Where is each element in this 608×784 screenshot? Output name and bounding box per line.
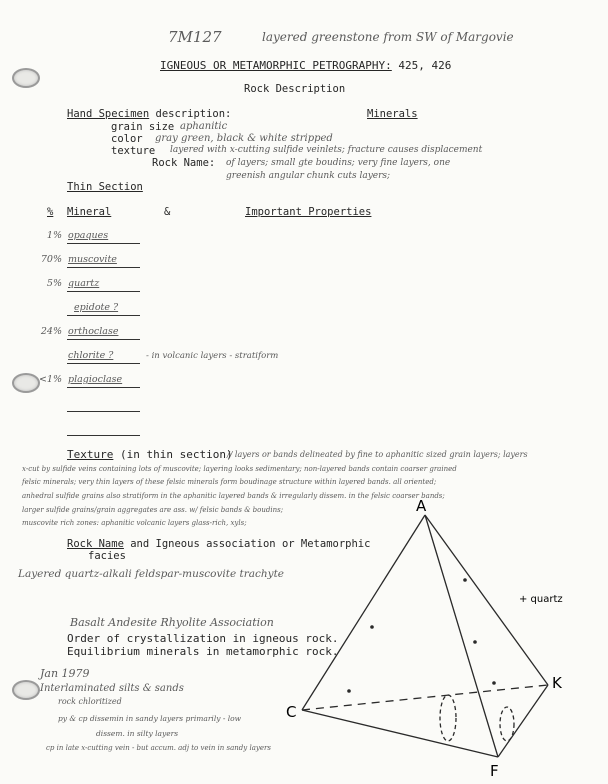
- edge-a-f: [425, 515, 498, 757]
- margin-note-line-0: Interlaminated silts & sands: [40, 683, 184, 694]
- mineral-name: chlorite ?: [68, 350, 114, 361]
- point-marker: [370, 625, 374, 629]
- minerals-heading: Minerals: [367, 108, 418, 120]
- rock-name-heading: [67, 538, 370, 550]
- hand-specimen-heading: [67, 108, 231, 120]
- page-title-text: IGNEOUS OR METAMORPHIC PETROGRAPHY:: [160, 59, 392, 72]
- blank-mineral-line: [67, 411, 140, 412]
- texture-line-5: muscovite rich zones: aphanitic volcanic layers glass-rich, xyls;: [22, 519, 247, 527]
- hand-specimen-label-rest: description:: [155, 108, 232, 120]
- texture-heading-label: Texture: [67, 448, 114, 461]
- rock-name-value-1: of layers; small gte boudins; very fine layers, one: [226, 158, 451, 168]
- vertex-f-label: F: [490, 762, 499, 780]
- thin-section-heading: Thin Section: [67, 181, 143, 193]
- pct-column-header: %: [47, 206, 54, 218]
- mineral-underline: [67, 339, 140, 340]
- edge-a-k: [425, 515, 548, 685]
- mineral-underline: [67, 387, 140, 388]
- quartz-label: + quartz: [519, 594, 563, 605]
- mineral-name: epidote ?: [74, 302, 119, 313]
- mineral-name: orthoclase: [68, 326, 119, 337]
- point-marker: [492, 681, 496, 685]
- texture-label: texture: [111, 145, 156, 157]
- edge-c-f: [302, 710, 498, 757]
- mineral-pct: <1%: [38, 374, 62, 385]
- phase-field-ellipse-right: [500, 707, 514, 741]
- mineral-underline: [67, 243, 140, 244]
- hand-specimen-label: Hand Specimen: [67, 108, 150, 120]
- texture-heading-rest: (in thin section): [119, 448, 233, 461]
- color-value: gray green, black & white stripped: [155, 133, 333, 144]
- margin-note-line-2: py & cp dissemin in sandy layers primarily - low: [58, 714, 242, 723]
- point-marker: [347, 689, 351, 693]
- properties-column-header: Important Properties: [245, 206, 372, 218]
- mineral-underline: [67, 363, 140, 364]
- mineral-underline: [67, 315, 140, 316]
- color-label: color: [111, 133, 143, 145]
- rock-name-heading-rest: and Igneous association or Metamorphic: [130, 538, 371, 550]
- rock-name-heading-label: Rock Name: [67, 538, 124, 550]
- phase-field-ellipse-left: [440, 695, 456, 741]
- mineral-column-header: Mineral: [67, 206, 112, 218]
- texture-value: layered with x-cutting sulfide veinlets; fracture causes displacement: [170, 145, 483, 155]
- grain-size-value: aphanitic: [180, 121, 228, 132]
- mineral-name: quartz: [68, 278, 100, 289]
- blank-mineral-line: [67, 435, 140, 436]
- edge-f-k: [498, 685, 548, 757]
- rock-name-value-2: greenish angular chunk cuts layers;: [226, 171, 391, 181]
- mineral-underline: [67, 267, 140, 268]
- vertex-c-label: C: [286, 703, 297, 721]
- facies-label: facies: [88, 550, 126, 562]
- texture-line-0: // layers or bands delineated by fine to aphanitic sized grain layers; layers: [227, 450, 528, 459]
- mineral-pct: 5%: [46, 278, 62, 289]
- course-numbers: 425, 426: [398, 59, 452, 72]
- texture-line-2: felsic minerals; very thin layers of these felsic minerals form boudinage structure within layered bands. all oriented;: [22, 478, 437, 486]
- texture-line-4: larger sulfide grains/grain aggregates are ass. w/ felsic bands & boudins;: [22, 506, 284, 514]
- point-marker: [463, 578, 467, 582]
- mineral-pct: 70%: [40, 254, 62, 265]
- ampersand-column-header: &: [164, 206, 171, 218]
- rock-name-label: Rock Name:: [152, 157, 216, 169]
- rock-name-value: Layered quartz-alkali feldspar-muscovite trachyte: [18, 568, 285, 580]
- texture-heading: [67, 448, 233, 461]
- grain-size-label: grain size: [111, 121, 175, 133]
- page-title: [160, 59, 451, 72]
- vertex-k-label: K: [552, 674, 562, 692]
- mineral-name: plagioclase: [68, 374, 123, 385]
- point-marker: [473, 640, 477, 644]
- hole-punch-bottom: [12, 680, 40, 700]
- texture-line-3: anhedral sulfide grains also stratiform in the aphanitic layered bands & irregularly dissem. in the felsic coarser bands;: [22, 492, 445, 500]
- equilibrium-minerals-line: Equilibrium minerals in metamorphic rock.: [67, 645, 339, 658]
- rock-description-heading: Rock Description: [244, 83, 346, 95]
- association-handwritten: Basalt Andesite Rhyolite Association: [70, 616, 274, 629]
- margin-date: Jan 1979: [40, 667, 90, 680]
- vertex-a-label: A: [416, 497, 427, 515]
- order-crystallization-line: Order of crystallization in igneous rock.: [67, 632, 339, 645]
- hole-punch-top: [12, 68, 40, 88]
- edge-c-k-hidden: [302, 685, 548, 710]
- margin-note-line-1: rock chloritized: [58, 697, 122, 706]
- mineral-pct: 24%: [40, 326, 62, 337]
- sample-note: layered greenstone from SW of Margovie: [262, 30, 514, 44]
- mineral-underline: [67, 291, 140, 292]
- mineral-name: opaques: [68, 230, 109, 241]
- margin-note-line-4: cp in late x-cutting vein - but accum. adj to vein in sandy layers: [46, 744, 271, 752]
- mineral-pct: 1%: [46, 230, 62, 241]
- texture-line-1: x-cut by sulfide veins containing lots of muscovite; layering looks sedimentary; non-layered bands contain coarser grained: [22, 465, 457, 473]
- margin-note-line-3: dissem. in silty layers: [96, 729, 179, 738]
- sample-id: 7M127: [168, 28, 222, 46]
- mineral-name: muscovite: [68, 254, 117, 265]
- mineral-note: - in volcanic layers - stratiform: [146, 351, 279, 361]
